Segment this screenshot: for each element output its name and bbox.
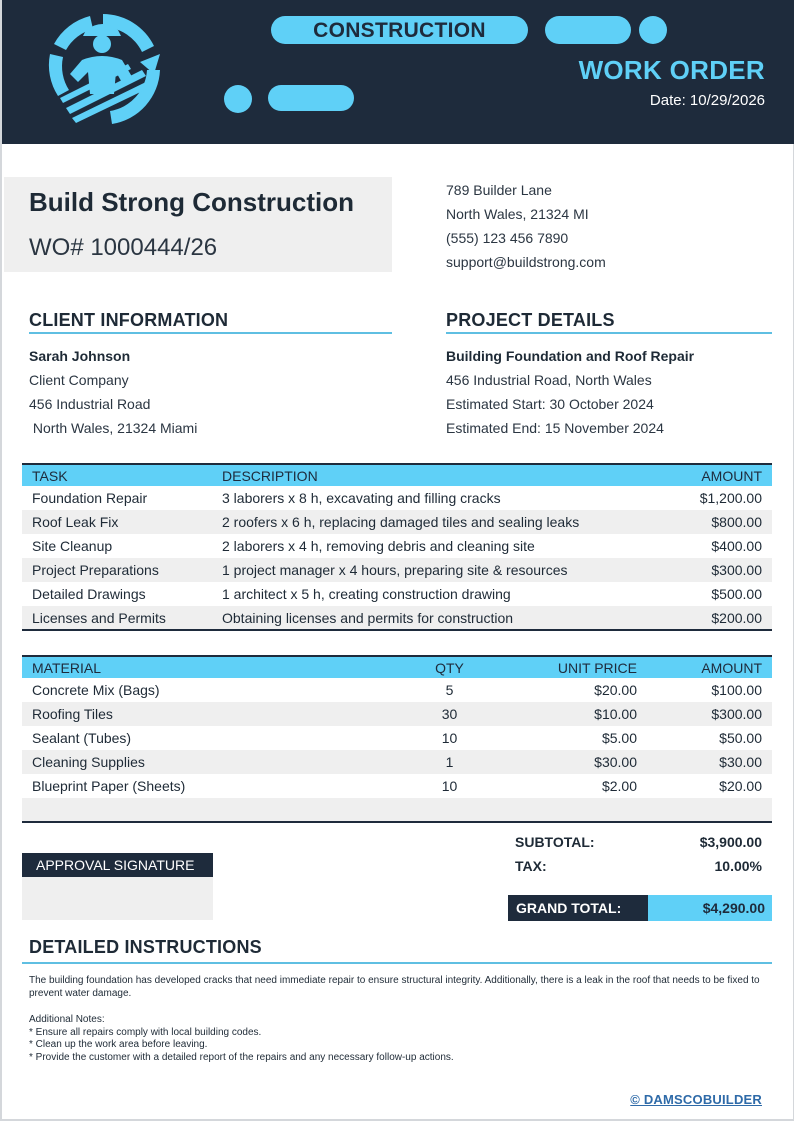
qty-cell (382, 798, 517, 822)
amount-cell: $300.00 (642, 558, 772, 582)
note-item: * Ensure all repairs comply with local building codes. (29, 1026, 262, 1038)
amount-cell: $500.00 (711, 586, 762, 602)
grand-total-value: $4,290.00 (648, 895, 772, 921)
table-row (22, 798, 772, 822)
material-cell: Roofing Tiles (22, 702, 382, 726)
project-heading: PROJECT DETAILS (446, 310, 772, 334)
description-cell: Obtaining licenses and permits for construction (212, 606, 642, 630)
task-cell: Roof Leak Fix (22, 510, 212, 534)
amount-cell (647, 798, 772, 822)
approval-signature-label: APPROVAL SIGNATURE (22, 853, 213, 877)
instructions-body: The building foundation has developed cracks that need immediate repair to ensure structural integrity. Additionally, there is a leak in the roof that needs to be fixed to prevent water damage. (29, 975, 760, 999)
order-date: Date: 10/29/2026 (649, 92, 765, 109)
project-info (446, 344, 694, 440)
company-block (4, 177, 392, 272)
tax-label: TAX: (515, 858, 547, 874)
signature-field[interactable] (22, 877, 213, 920)
amount-col-header: AMOUNT (647, 656, 772, 678)
decorative-pill (545, 16, 631, 44)
amount-col-header: AMOUNT (642, 464, 772, 486)
notes-title: Additional Notes: (29, 1014, 105, 1025)
amount-cell: $50.00 (719, 730, 762, 746)
amount-cell: $30.00 (647, 750, 772, 774)
unit-price-cell (517, 798, 647, 822)
company-email: support@buildstrong.com (446, 254, 606, 270)
company-name: Build Strong Construction (29, 187, 354, 217)
description-cell: 1 architect x 5 h, creating construction drawing (222, 586, 511, 602)
address-street: 789 Builder Lane (446, 182, 552, 198)
grand-total (508, 895, 772, 921)
qty-cell: 30 (382, 702, 517, 726)
unit-price-cell: $5.00 (601, 730, 637, 746)
task-cell: Site Cleanup (32, 538, 113, 554)
table-row (22, 702, 772, 726)
task-cell: Project Preparations (22, 558, 212, 582)
header-banner (2, 0, 794, 144)
note-item: * Clean up the work area before leaving. (29, 1039, 208, 1050)
unit-price-cell: $30.00 (517, 750, 647, 774)
project-location: 456 Industrial Road, North Wales (446, 372, 652, 388)
client-street: 456 Industrial Road (29, 396, 151, 412)
subtotal-value: $3,900.00 (699, 834, 762, 850)
qty-cell: 5 (445, 682, 454, 698)
material-cell: Sealant (Tubes) (32, 730, 132, 746)
description-col-header: DESCRIPTION (212, 464, 642, 486)
task-table (22, 463, 772, 631)
table-row (22, 486, 772, 510)
description-cell: 2 laborers x 4 h, removing debris and cleaning site (222, 538, 535, 554)
company-phone: (555) 123 456 7890 (446, 230, 569, 246)
description-cell: 2 roofers x 6 h, replacing damaged tiles and sealing leaks (212, 510, 642, 534)
table-row (22, 774, 772, 798)
document-title: WORK ORDER (578, 55, 765, 85)
grand-total-label: GRAND TOTAL: (508, 895, 648, 921)
work-order-number: WO# 1000444/26 (29, 234, 218, 261)
project-start: Estimated Start: 30 October 2024 (446, 396, 654, 412)
subtotal-label: SUBTOTAL: (515, 834, 595, 850)
client-company: Client Company (29, 372, 129, 388)
task-col-header: TASK (22, 464, 212, 486)
client-section (29, 310, 392, 334)
amount-cell: $200.00 (642, 606, 772, 630)
decorative-dot (639, 16, 667, 44)
decorative-dot (224, 85, 252, 113)
unit-price-col-header: UNIT PRICE (517, 656, 647, 678)
note-item: * Provide the customer with a detailed report of the repairs and any necessary follow-up actions. (29, 1051, 454, 1063)
project-end: Estimated End: 15 November 2024 (446, 420, 664, 436)
construction-worker-logo-icon (42, 10, 164, 128)
additional-notes (29, 1014, 769, 1064)
client-name: Sarah Johnson (29, 348, 131, 364)
amount-cell: $800.00 (642, 510, 772, 534)
company-address (446, 178, 606, 274)
material-cell (22, 798, 382, 822)
material-header-row (22, 656, 772, 678)
unit-price-cell: $2.00 (601, 778, 637, 794)
task-cell: Licenses and Permits (22, 606, 212, 630)
unit-price-cell: $10.00 (517, 702, 647, 726)
project-name: Building Foundation and Roof Repair (446, 348, 695, 364)
amount-cell: $100.00 (711, 682, 762, 698)
table-row (22, 726, 772, 750)
address-city: North Wales, 21324 MI (446, 206, 589, 222)
client-info (29, 344, 197, 440)
table-row (22, 510, 772, 534)
material-cell: Concrete Mix (Bags) (32, 682, 160, 698)
unit-price-cell: $20.00 (594, 682, 637, 698)
client-heading: CLIENT INFORMATION (29, 310, 392, 334)
qty-col-header: QTY (382, 656, 517, 678)
amount-cell: $300.00 (647, 702, 772, 726)
task-cell: Detailed Drawings (32, 586, 146, 602)
material-col-header: MATERIAL (22, 656, 382, 678)
amount-cell: $400.00 (711, 538, 762, 554)
instructions-heading: DETAILED INSTRUCTIONS (29, 937, 262, 957)
material-cell: Cleaning Supplies (22, 750, 382, 774)
qty-cell: 10 (441, 778, 458, 794)
qty-cell: 1 (382, 750, 517, 774)
footer-credit-link[interactable]: © DAMSCOBUILDER (630, 1092, 762, 1107)
tax-value: 10.00% (714, 858, 762, 874)
task-header-row (22, 464, 772, 486)
project-section (446, 310, 772, 334)
table-row (22, 582, 772, 606)
table-row (22, 750, 772, 774)
instructions-divider (22, 962, 772, 964)
client-city: North Wales, 21324 Miami (29, 420, 198, 436)
table-row (22, 678, 772, 702)
description-cell: 1 project manager x 4 hours, preparing site & resources (212, 558, 642, 582)
table-row (22, 558, 772, 582)
amount-cell: $1,200.00 (699, 490, 762, 506)
construction-badge: CONSTRUCTION (271, 16, 528, 44)
table-row (22, 606, 772, 630)
material-cell: Blueprint Paper (Sheets) (32, 778, 186, 794)
qty-cell: 10 (441, 730, 458, 746)
description-cell: 3 laborers x 8 h, excavating and filling cracks (222, 490, 501, 506)
amount-cell: $20.00 (719, 778, 762, 794)
table-row (22, 534, 772, 558)
decorative-pill (268, 85, 354, 111)
material-table (22, 655, 772, 823)
task-cell: Foundation Repair (32, 490, 148, 506)
